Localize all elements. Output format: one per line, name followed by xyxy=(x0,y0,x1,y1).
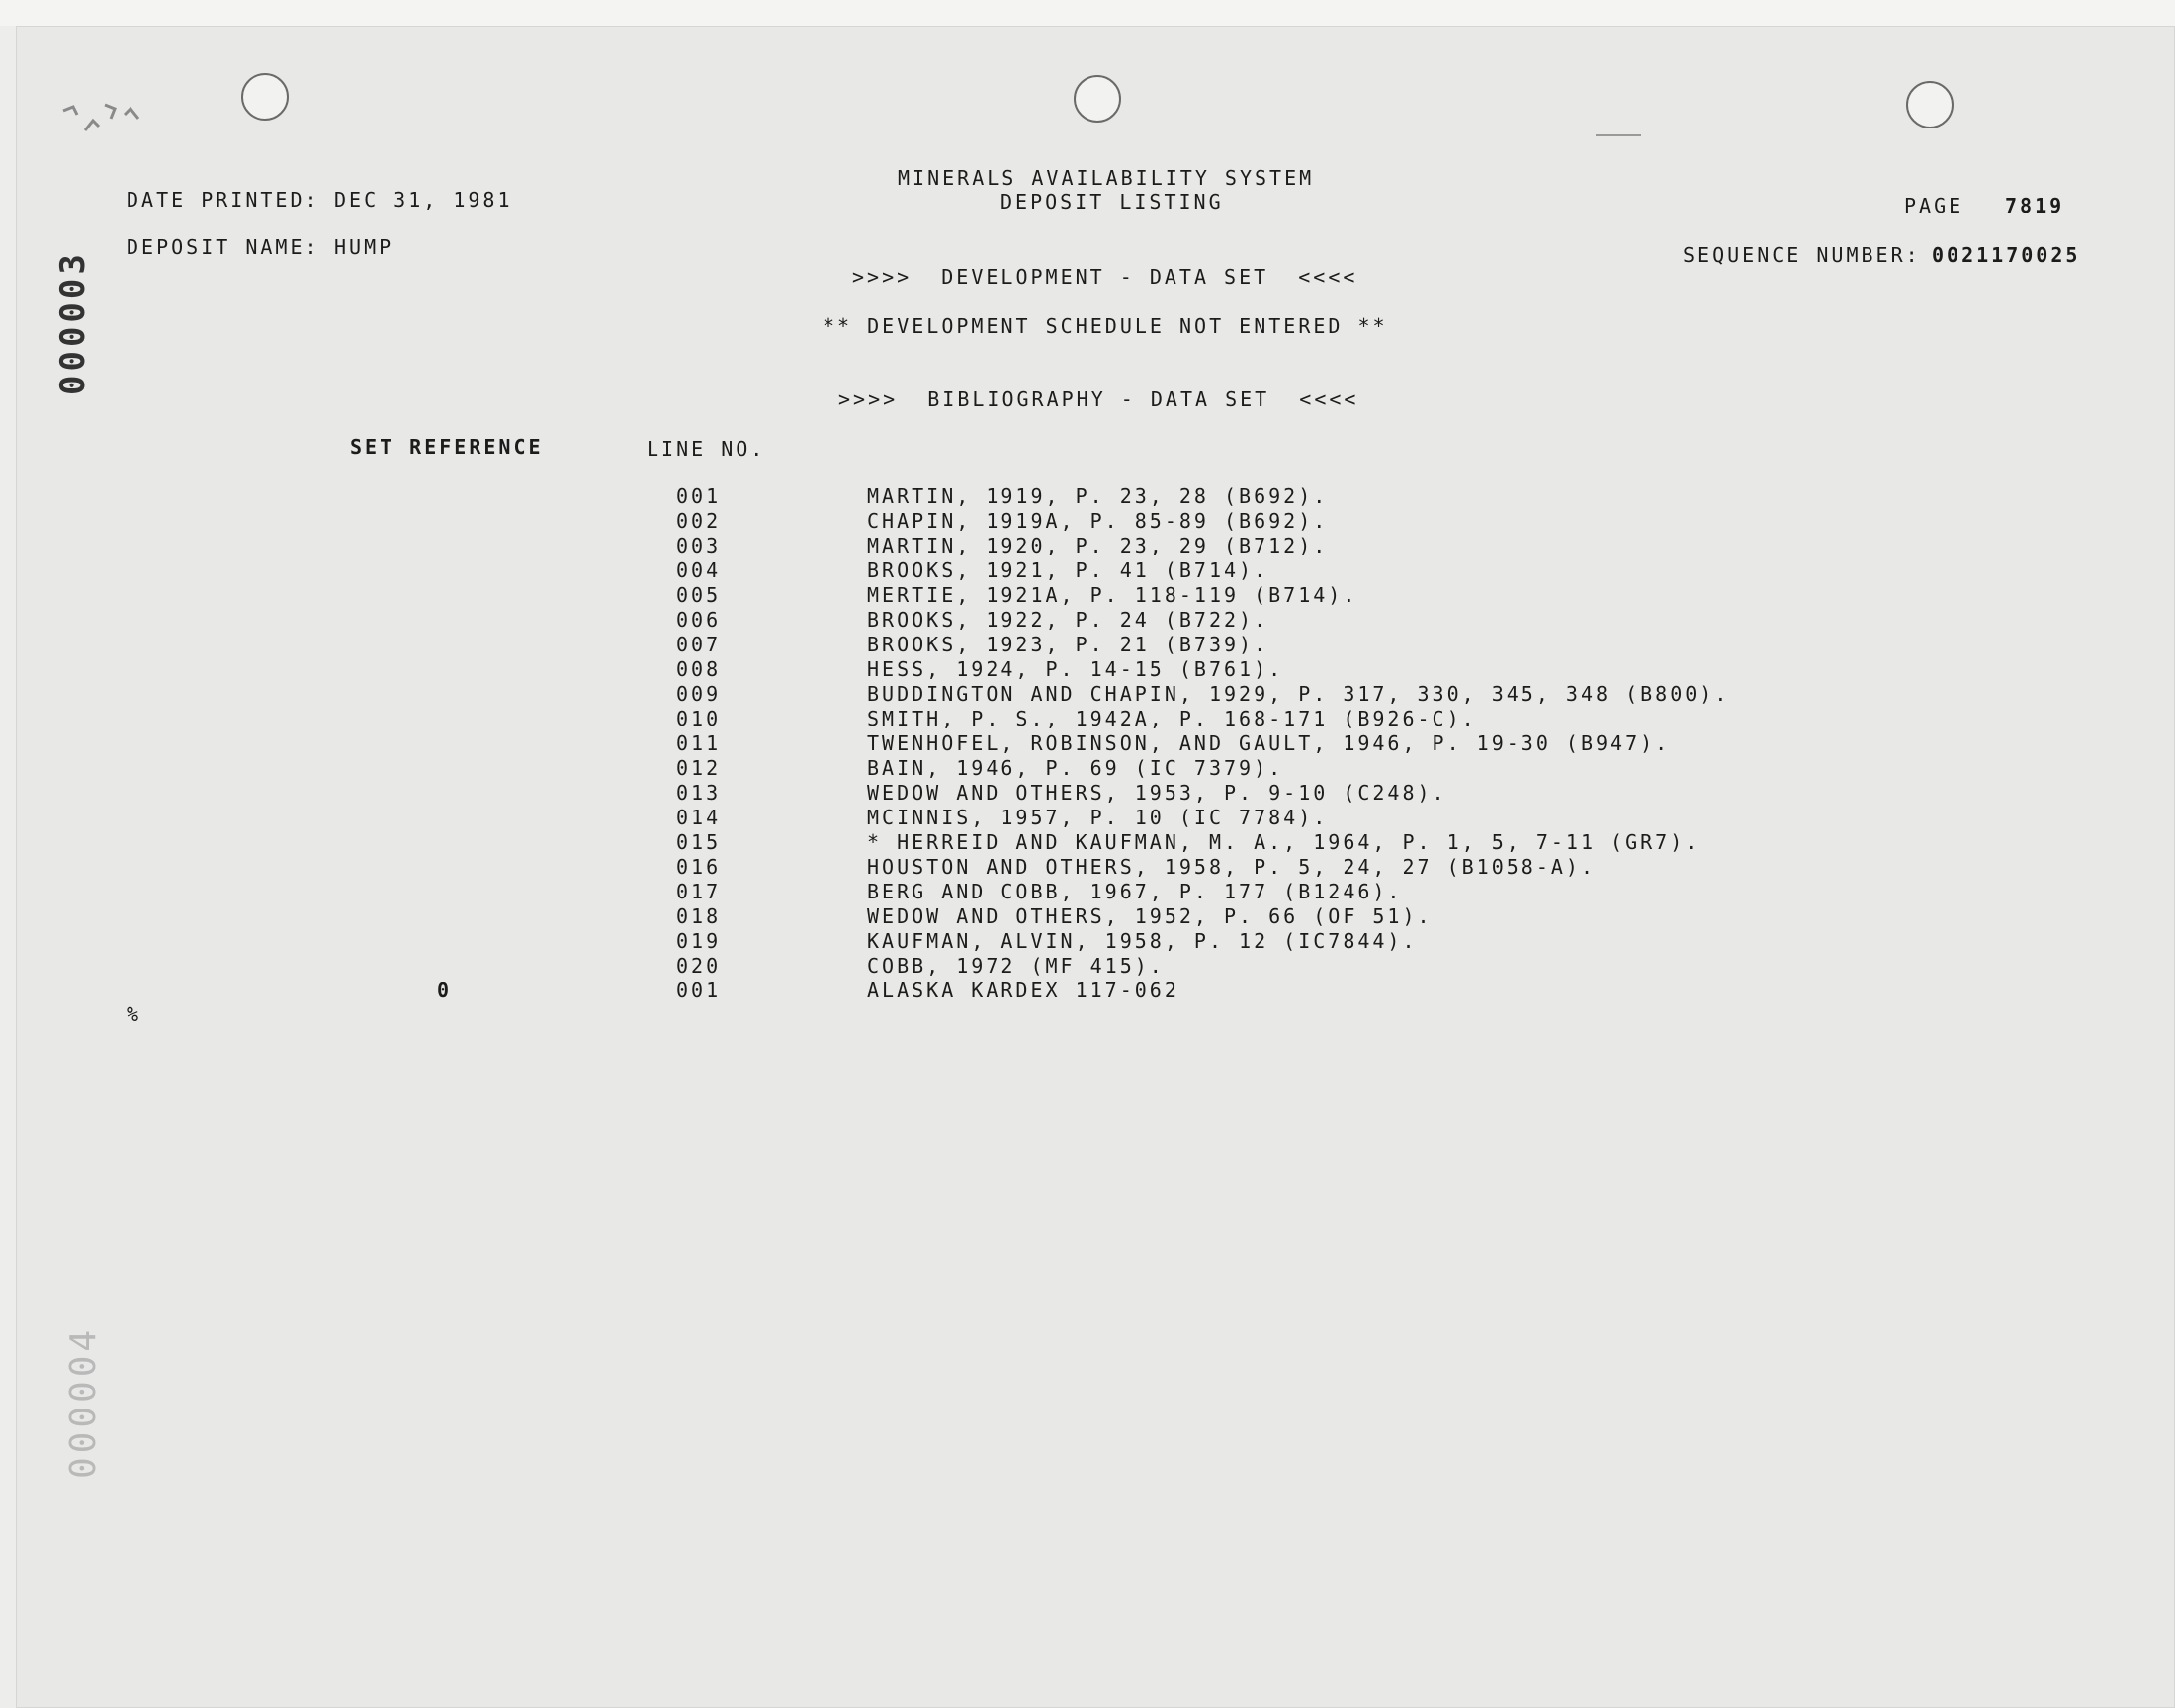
row-line-number: 019 xyxy=(676,929,722,953)
row-set-reference: 0 xyxy=(437,979,453,1002)
row-reference-citation: BROOKS, 1922, P. 24 (B722). xyxy=(867,608,1269,632)
punch-hole-left xyxy=(241,73,289,121)
row-reference-citation: MERTIE, 1921A, P. 118-119 (B714). xyxy=(867,583,1358,607)
date-printed-label: DATE PRINTED: xyxy=(127,188,320,212)
row-reference-citation: MCINNIS, 1957, P. 10 (IC 7784). xyxy=(867,806,1329,829)
row-line-number: 001 xyxy=(676,484,722,508)
smudge-mark xyxy=(55,91,154,150)
row-line-number: 010 xyxy=(676,707,722,730)
punch-hole-right xyxy=(1906,81,1954,128)
row-reference-citation: WEDOW AND OTHERS, 1953, P. 9-10 (C248). xyxy=(867,781,1447,805)
row-line-number: 009 xyxy=(676,682,722,706)
system-title: MINERALS AVAILABILITY SYSTEM xyxy=(898,166,1315,190)
page-number: 7819 xyxy=(2005,194,2065,217)
row-line-number: 008 xyxy=(676,657,722,681)
row-reference-citation: * HERREID AND KAUFMAN, M. A., 1964, P. 1, 5, 7-11 (GR7). xyxy=(867,830,1700,854)
listing-title: DEPOSIT LISTING xyxy=(1000,190,1224,214)
side-sequence-code-top: 000003 xyxy=(53,250,93,395)
row-line-number: 005 xyxy=(676,583,722,607)
row-line-number: 001 xyxy=(676,979,722,1002)
row-reference-citation: BAIN, 1946, P. 69 (IC 7379). xyxy=(867,756,1284,780)
row-reference-citation: BROOKS, 1921, P. 41 (B714). xyxy=(867,558,1269,582)
row-line-number: 012 xyxy=(676,756,722,780)
deposit-name-label: DEPOSIT NAME: xyxy=(127,235,320,259)
row-line-number: 016 xyxy=(676,855,722,879)
stray-mark xyxy=(1596,134,1641,136)
row-reference-citation: HOUSTON AND OTHERS, 1958, P. 5, 24, 27 (B1058-A). xyxy=(867,855,1597,879)
end-of-listing-marker: % xyxy=(127,1002,142,1026)
row-line-number: 007 xyxy=(676,633,722,656)
date-printed-value: DEC 31, 1981 xyxy=(334,188,513,212)
row-line-number: 020 xyxy=(676,954,722,978)
row-reference-citation: SMITH, P. S., 1942A, P. 168-171 (B926-C). xyxy=(867,707,1477,730)
page-top-margin xyxy=(0,0,2175,26)
row-reference-citation: BUDDINGTON AND CHAPIN, 1929, P. 317, 330, 345, 348 (B800). xyxy=(867,682,1730,706)
column-header-set-reference: SET REFERENCE xyxy=(350,435,544,459)
row-reference-citation: COBB, 1972 (MF 415). xyxy=(867,954,1165,978)
row-reference-citation: ALASKA KARDEX 117-062 xyxy=(867,979,1179,1002)
row-reference-citation: WEDOW AND OTHERS, 1952, P. 66 (OF 51). xyxy=(867,904,1433,928)
deposit-name-value: HUMP xyxy=(334,235,394,259)
row-reference-citation: MARTIN, 1919, P. 23, 28 (B692). xyxy=(867,484,1329,508)
row-reference-citation: KAUFMAN, ALVIN, 1958, P. 12 (IC7844). xyxy=(867,929,1418,953)
bibliography-heading: >>>> BIBLIOGRAPHY - DATA SET <<<< xyxy=(838,387,1359,411)
row-line-number: 011 xyxy=(676,731,722,755)
row-reference-citation: BERG AND COBB, 1967, P. 177 (B1246). xyxy=(867,880,1403,903)
row-reference-citation: CHAPIN, 1919A, P. 85-89 (B692). xyxy=(867,509,1329,533)
development-note: ** DEVELOPMENT SCHEDULE NOT ENTERED ** xyxy=(823,314,1388,338)
row-reference-citation: BROOKS, 1923, P. 21 (B739). xyxy=(867,633,1269,656)
row-line-number: 003 xyxy=(676,534,722,557)
row-reference-citation: TWENHOFEL, ROBINSON, AND GAULT, 1946, P. 19-30 (B947). xyxy=(867,731,1671,755)
punch-hole-center xyxy=(1074,75,1121,123)
row-line-number: 013 xyxy=(676,781,722,805)
column-header-line-no: LINE NO. xyxy=(647,437,766,461)
row-line-number: 006 xyxy=(676,608,722,632)
row-reference-citation: HESS, 1924, P. 14-15 (B761). xyxy=(867,657,1284,681)
page-label: PAGE xyxy=(1904,194,1964,217)
side-sequence-code-bottom: 000004 xyxy=(63,1325,104,1479)
row-line-number: 014 xyxy=(676,806,722,829)
row-line-number: 017 xyxy=(676,880,722,903)
row-reference-citation: MARTIN, 1920, P. 23, 29 (B712). xyxy=(867,534,1329,557)
development-heading: >>>> DEVELOPMENT - DATA SET <<<< xyxy=(852,265,1358,289)
row-line-number: 002 xyxy=(676,509,722,533)
row-line-number: 004 xyxy=(676,558,722,582)
row-line-number: 015 xyxy=(676,830,722,854)
row-line-number: 018 xyxy=(676,904,722,928)
sequence-number-label: SEQUENCE NUMBER: xyxy=(1683,243,1921,267)
sequence-number-value: 0021170025 xyxy=(1932,243,2081,267)
